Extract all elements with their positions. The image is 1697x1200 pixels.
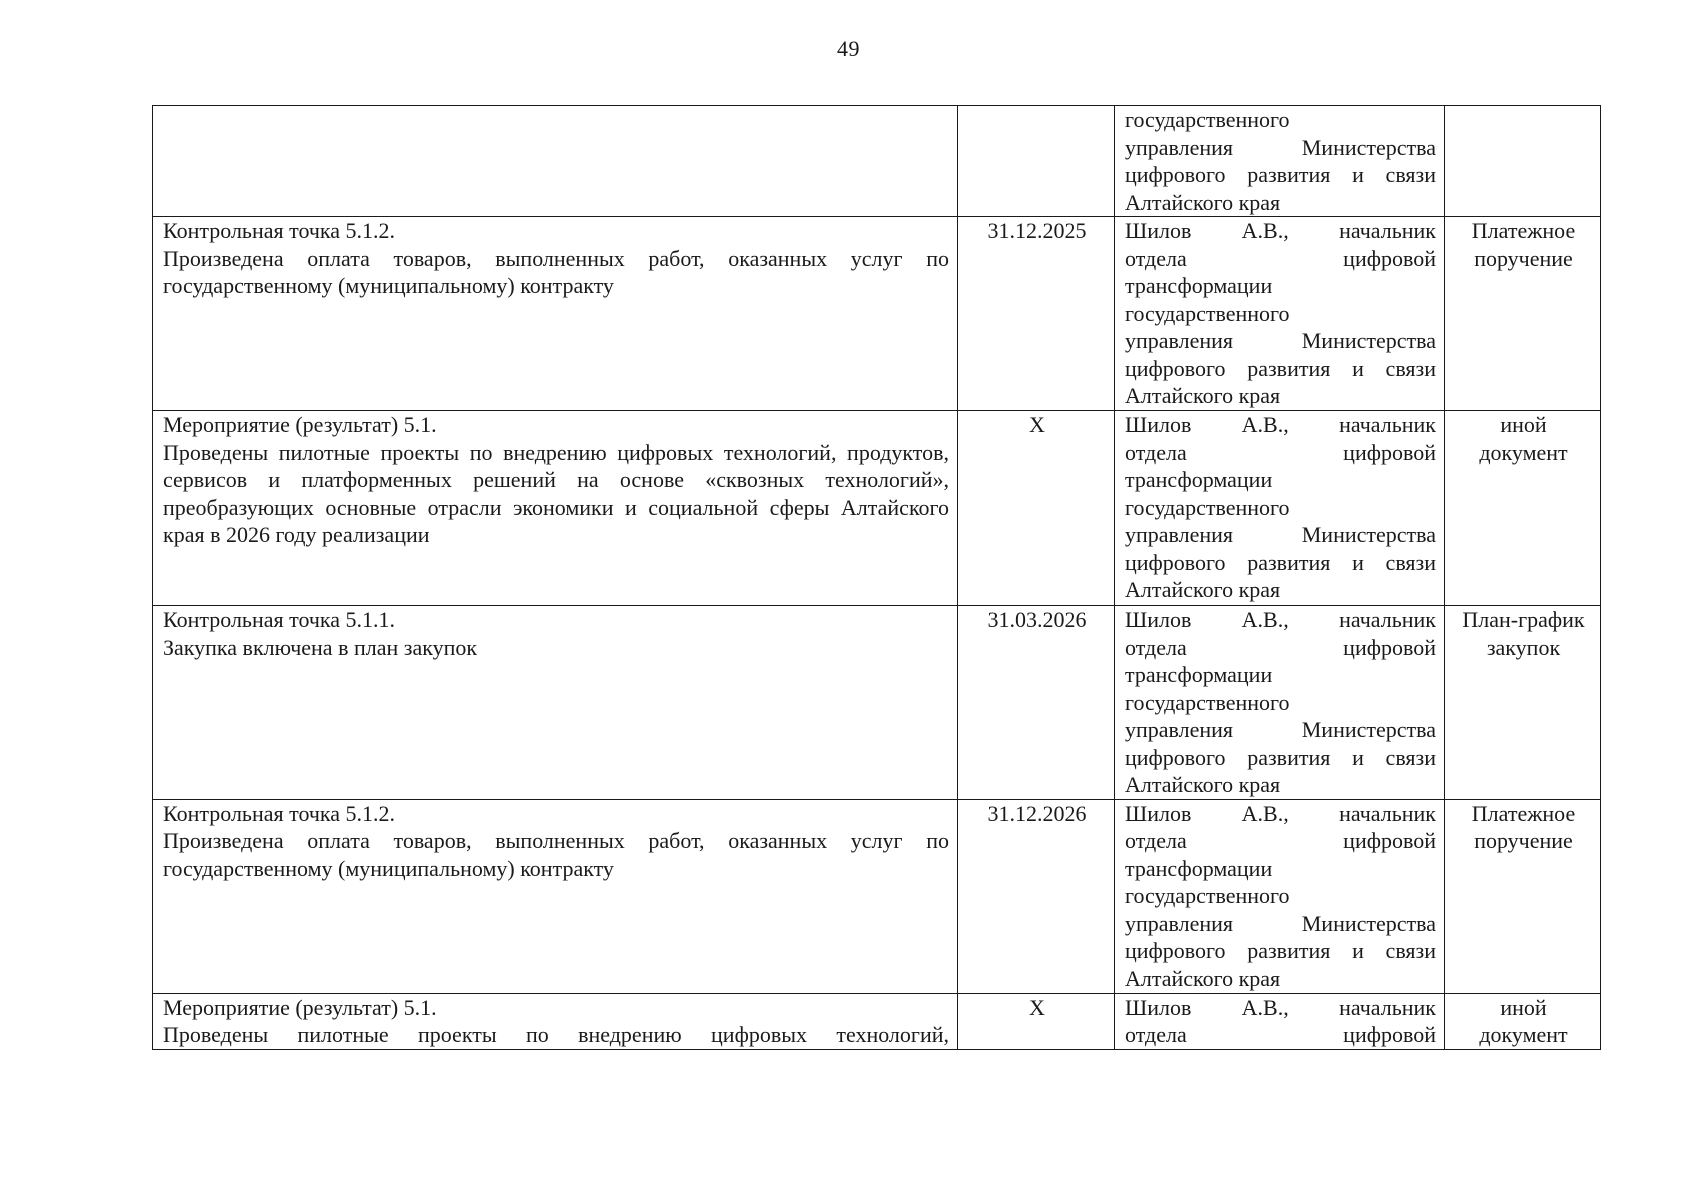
- responsible-line: Шилов А.В., начальник: [1125, 218, 1436, 243]
- document-line: поручение: [1474, 245, 1573, 271]
- responsible-line: трансформации: [1125, 855, 1273, 881]
- document-line: документ: [1479, 1022, 1568, 1047]
- responsible-line: цифрового развития и связи: [1125, 355, 1436, 381]
- responsible-cell: [1115, 106, 1445, 217]
- responsible-cell: [1115, 993, 1445, 1049]
- event-text: Проведены пилотные проекты по внедрению цифровых технологий,: [163, 1022, 949, 1047]
- event-text: Произведена оплата товаров, выполненных работ, оказанных услуг по государственному (муниципальному) контракту: [163, 245, 949, 298]
- responsible-line: Шилов А.В., начальник: [1125, 994, 1436, 1020]
- event-title: Мероприятие (результат) 5.1.: [163, 994, 437, 1020]
- event-cell: [153, 606, 958, 800]
- responsible-line: управления Министерства: [1125, 717, 1436, 742]
- event-text: Закупка включена в план закупок: [163, 634, 478, 660]
- document-cell: [1445, 993, 1601, 1049]
- responsible-line: Алтайского края: [1125, 383, 1281, 408]
- document-line: Платежное: [1471, 800, 1576, 826]
- document-line: поручение: [1474, 828, 1573, 853]
- responsible-line: отдела цифровой: [1125, 634, 1436, 660]
- responsible-line: отдела цифровой: [1125, 828, 1436, 853]
- responsible-line: государственного: [1125, 494, 1290, 520]
- responsible-cell: [1115, 799, 1445, 993]
- responsible-line: государственного: [1125, 300, 1290, 326]
- responsible-line: управления Министерства: [1125, 328, 1436, 353]
- event-cell: [153, 799, 958, 993]
- document-cell: [1445, 606, 1601, 800]
- document-line: закупок: [1486, 634, 1561, 660]
- responsible-line: государственного: [1125, 689, 1290, 715]
- event-title: Контрольная точка 5.1.1.: [163, 607, 396, 632]
- event-cell: [153, 106, 958, 217]
- responsible-cell: [1115, 217, 1445, 411]
- document-line: Платежное: [1471, 218, 1576, 243]
- responsible-line: Алтайского края: [1125, 189, 1281, 215]
- plan-table: [152, 105, 1601, 1050]
- event-cell: [153, 411, 958, 606]
- responsible-line: Алтайского края: [1125, 965, 1281, 991]
- event-title: Контрольная точка 5.1.2.: [163, 218, 396, 243]
- document-cell: [1445, 217, 1601, 411]
- document-line: иной: [1500, 994, 1547, 1020]
- document-cell: [1445, 411, 1601, 606]
- responsible-cell: [1115, 606, 1445, 800]
- responsible-line: цифрового развития и связи: [1125, 938, 1436, 963]
- responsible-line: государственного: [1125, 883, 1290, 908]
- date-cell: 31.12.2026: [958, 799, 1115, 993]
- responsible-line: цифрового развития и связи: [1125, 744, 1436, 770]
- document-line: иной: [1500, 412, 1547, 437]
- document-line: План-график: [1462, 607, 1585, 632]
- date-cell: Х: [958, 411, 1115, 606]
- table-row: [153, 217, 1601, 411]
- table-row: [153, 606, 1601, 800]
- responsible-line: цифрового развития и связи: [1125, 549, 1436, 575]
- responsible-cell: [1115, 411, 1445, 606]
- event-cell: [153, 217, 958, 411]
- responsible-line: отдела цифровой: [1125, 1022, 1436, 1047]
- event-text: Проведены пилотные проекты по внедрению цифровых технологий, продуктов, сервисов и платформенных решений на основе «сквозных технологий», преобразующих основные отрасли экономики и социальной сферы Алтайского края в 2026 году реализации: [163, 439, 949, 547]
- date-cell: Х: [958, 993, 1115, 1049]
- responsible-line: Алтайского края: [1125, 772, 1281, 797]
- responsible-line: отдела цифровой: [1125, 439, 1436, 465]
- date-cell: 31.12.2025: [958, 217, 1115, 411]
- table-row: [153, 993, 1601, 1049]
- responsible-line: отдела цифровой: [1125, 245, 1436, 271]
- document-line: документ: [1479, 439, 1568, 465]
- responsible-line: трансформации: [1125, 662, 1273, 687]
- responsible-line: Шилов А.В., начальник: [1125, 412, 1436, 437]
- responsible-line: Алтайского края: [1125, 577, 1281, 602]
- responsible-line: управления Министерства: [1125, 522, 1436, 547]
- responsible-line: управления Министерства: [1125, 134, 1436, 160]
- event-title: Контрольная точка 5.1.2.: [163, 800, 396, 826]
- date-cell: 31.03.2026: [958, 606, 1115, 800]
- event-title: Мероприятие (результат) 5.1.: [163, 412, 437, 437]
- event-text: Произведена оплата товаров, выполненных работ, оказанных услуг по государственному (муниципальному) контракту: [163, 828, 949, 881]
- event-cell: [153, 993, 958, 1049]
- date-cell: [958, 106, 1115, 217]
- responsible-line: Шилов А.В., начальник: [1125, 607, 1436, 632]
- document-cell: [1445, 106, 1601, 217]
- table-row: [153, 106, 1601, 217]
- page-number: 49: [837, 36, 860, 61]
- responsible-line: цифрового развития и связи: [1125, 162, 1436, 187]
- responsible-line: государственного: [1125, 107, 1290, 132]
- table-row: [153, 799, 1601, 993]
- table-row: [153, 411, 1601, 606]
- responsible-line: трансформации: [1125, 467, 1273, 492]
- responsible-line: Шилов А.В., начальник: [1125, 800, 1436, 826]
- responsible-line: управления Министерства: [1125, 910, 1436, 936]
- document-cell: [1445, 799, 1601, 993]
- responsible-line: трансформации: [1125, 273, 1273, 298]
